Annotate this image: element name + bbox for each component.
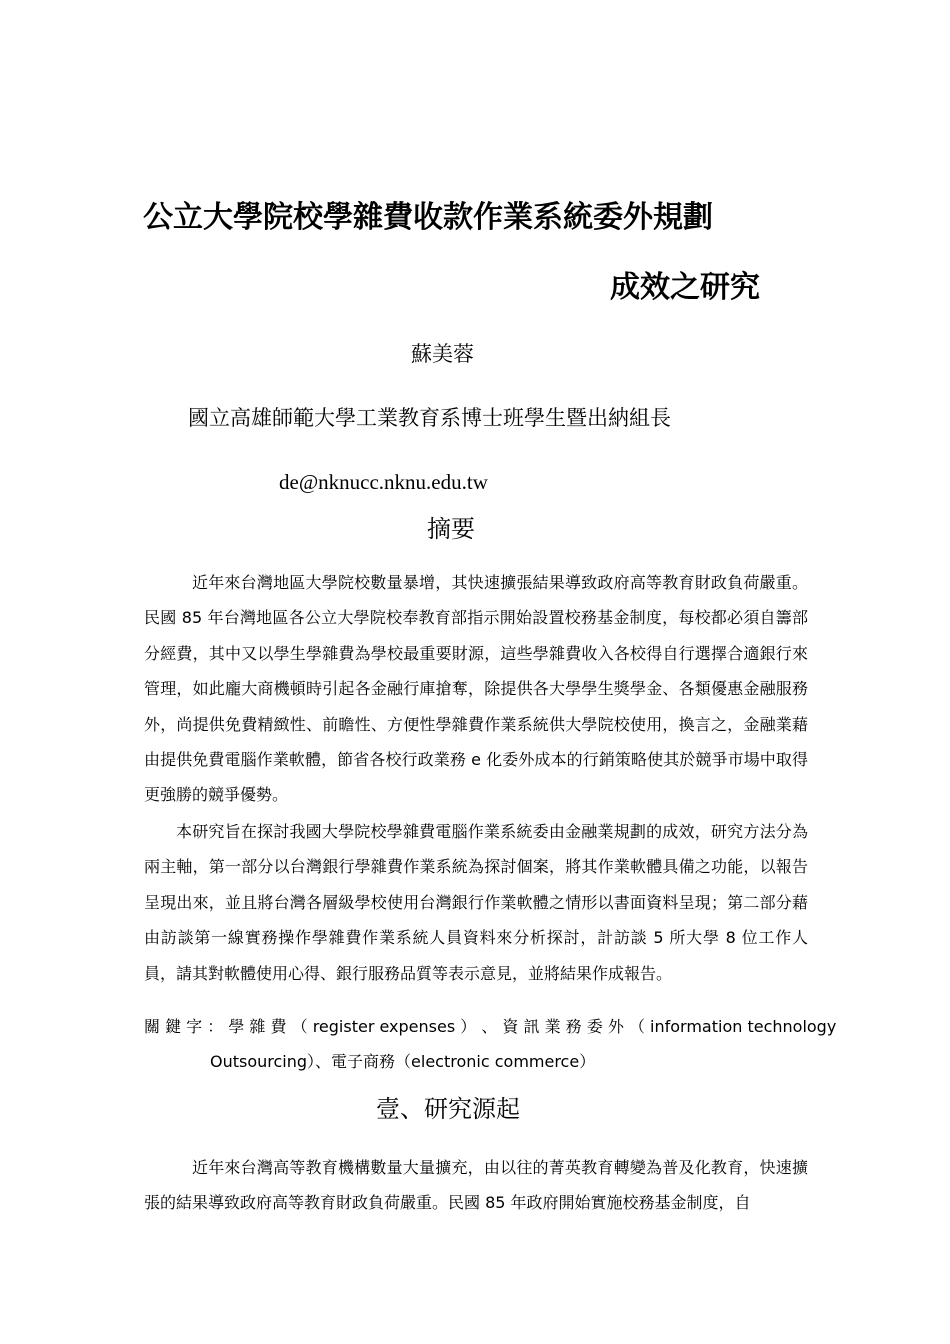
keywords-line-2: Outsourcing）、電子商務（electronic commerce） [210, 1052, 596, 1071]
abstract-paragraph-2: 本研究旨在探討我國大學院校學雜費電腦作業系統委由金融業規劃的成效，研究方法分為兩主軸，第一部分以台灣銀行學雜費作業系統為探討個案，將其作業軟體具備之功能，以報告呈現出來，並且將台灣各層級學校使用台灣銀行作業軟體之情形以書面資料呈現；第二部分藉由訪談第一線實務操作學雜費作業系統人員資料來分析探討，計訪談 5 所大學 8 位工作人員，請其對軟體使用心得、銀行服務品質等表示意見，並將結果作成報告。 [144, 822, 808, 983]
author-name: 蘇美蓉 [411, 342, 474, 366]
section-1-paragraph-1: 近年來台灣高等教育機構數量大量擴充，由以往的菁英教育轉變為普及化教育，快速擴張的結果導致政府高等教育財政負荷嚴重。民國 85 年政府開始實施校務基金制度，自 [144, 1158, 808, 1213]
author-email: de@nknucc.nknu.edu.tw [279, 470, 488, 494]
keywords-line-1: 關 鍵 字 ： 學 雜 費 （ register expenses ） 、 資 訊 業 務 委 外 （ information technology [144, 1017, 837, 1036]
paper-title-line-1: 公立大學院校學雜費收款作業系統委外規劃 [143, 200, 713, 235]
abstract-heading: 摘要 [427, 515, 475, 543]
section-1-heading: 壹、研究源起 [376, 1095, 520, 1123]
author-affiliation: 國立高雄師範大學工業教育系博士班學生暨出納組長 [188, 406, 671, 430]
keywords-block [144, 1009, 837, 1079]
paper-title-line-2: 成效之研究 [610, 270, 760, 305]
abstract-paragraph-1: 近年來台灣地區大學院校數量暴增，其快速擴張結果導致政府高等教育財政負荷嚴重。民國 85 年台灣地區各公立大學院校奉教育部指示開始設置校務基金制度，每校都必須自籌部分經費，其中又以學生學雜費為學校最重要財源，這些學雜費收入各校得自行選擇合適銀行來管理，如此龐大商機頓時引起各金融行庫搶奪，除提供各大學學生獎學金、各類優惠金融服務外，尚提供免費精緻性、前瞻性、方便性學雜費作業系統供大學院校使用，換言之，金融業藉由提供免費電腦作業軟體，節省各校行政業務 e 化委外成本的行銷策略使其於競爭市場中取得更強勝的競爭優勢。 [144, 573, 808, 805]
